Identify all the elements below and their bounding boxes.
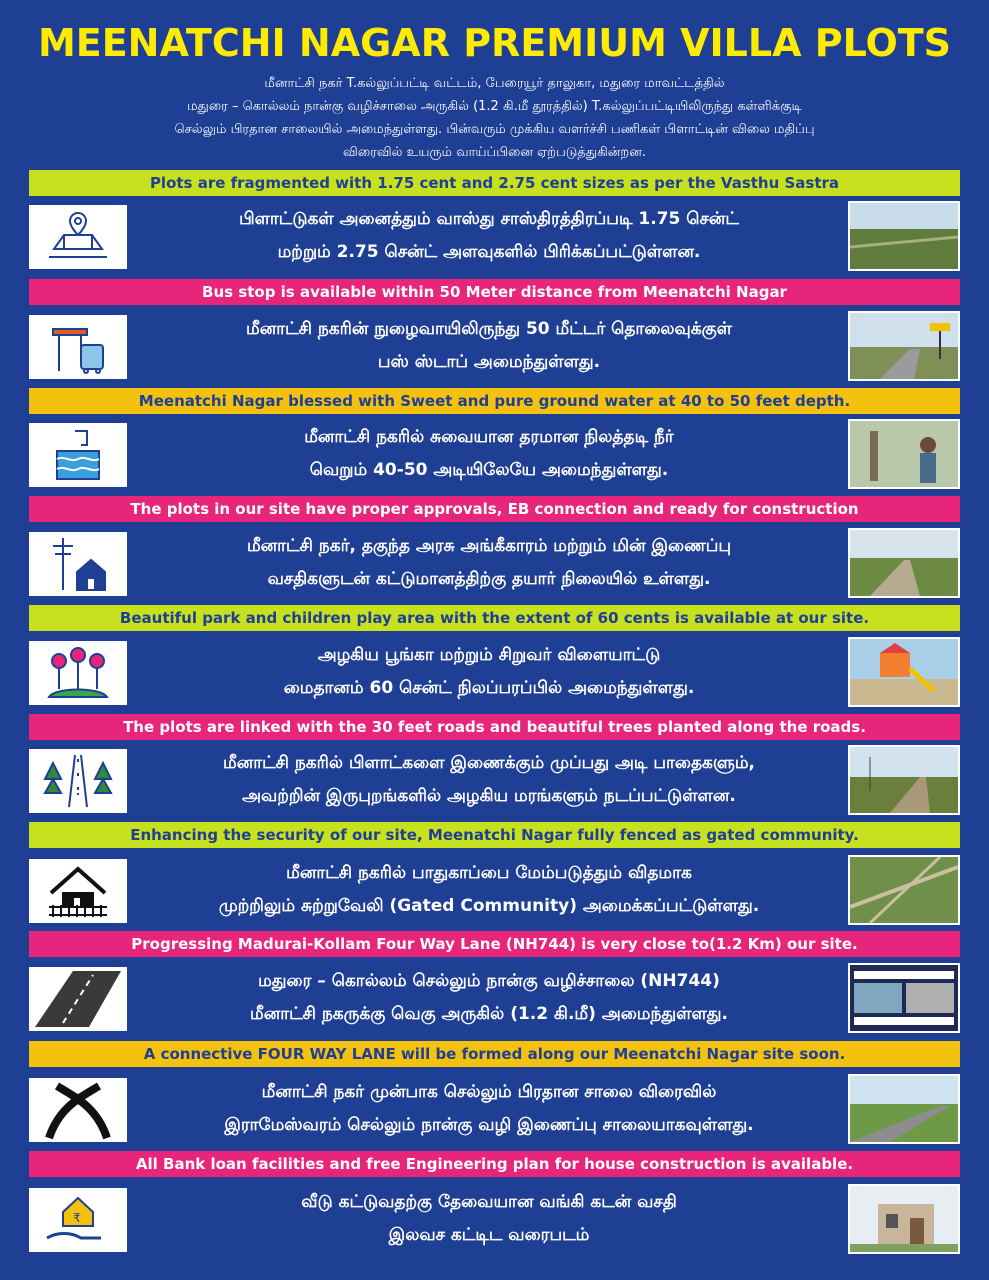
feature-row-park — [29, 637, 960, 712]
feature-band-highway: Progressing Madurai-Kollam Four Way Lane (NH744) is very close to(1.2 Km) our site. — [29, 931, 960, 957]
borewell-photo — [848, 419, 960, 489]
rupee-house-hand-icon — [29, 1188, 127, 1252]
feature-line-1: மதுரை – கொல்லம் செல்லும் நான்கு வழிச்சாலை (NH744) — [258, 971, 720, 991]
feature-band-roads: The plots are linked with the 30 feet roads and beautiful trees planted along the roads. — [29, 714, 960, 740]
intro-line: மதுரை – கொல்லம் நான்கு வழிச்சாலை அருகில் (1.2 கி.மீ தூரத்தில்) T.கல்லுப்பட்டியிலிருந்து கள்ளிக்குடி — [187, 99, 802, 114]
feature-line-1: அழகிய பூங்கா மற்றும் சிறுவர் விளையாட்டு — [317, 645, 661, 665]
feature-line-2: மீனாட்சி நகருக்கு வெகு அருகில் (1.2 கி.மீ) அமைந்துள்ளது. — [249, 1004, 729, 1024]
feature-band-bank-loan: All Bank loan facilities and free Engineering plan for house construction is available. — [29, 1151, 960, 1177]
feature-line-1: மீனாட்சி நகரின் நுழைவாயிலிருந்து 50 மீட்டர் தொலைவுக்குள் — [245, 319, 733, 339]
feature-band-four-way-lane: A connective FOUR WAY LANE will be formed along our Meenatchi Nagar site soon. — [29, 1041, 960, 1067]
water-tap-icon — [29, 423, 127, 487]
feature-line-2: வசதிகளுடன் கட்டுமானத்திற்கு தயார் நிலையில் உள்ளது. — [267, 569, 711, 589]
feature-row-bank-loan — [29, 1184, 960, 1259]
feature-text — [139, 1186, 839, 1252]
plot-location-icon — [29, 205, 127, 269]
feature-text — [139, 203, 839, 269]
feature-row-roads — [29, 745, 960, 820]
road-sign-photo — [848, 311, 960, 381]
site-road-photo — [848, 528, 960, 598]
playground-photo — [848, 637, 960, 707]
feature-line-2: பஸ் ஸ்டாப் அமைந்துள்ளது. — [377, 352, 601, 372]
feature-line-1: வீடு கட்டுவதற்கு தேவையான வங்கி கடன் வசதி — [301, 1192, 677, 1212]
feature-row-bus-stop — [29, 311, 960, 386]
feature-line-1: பிளாட்டுகள் அனைத்தும் வாஸ்து சாஸ்திரத்திரப்படி 1.75 சென்ட் — [239, 209, 739, 229]
aerial-site-photo — [848, 855, 960, 925]
feature-text — [139, 421, 839, 487]
feature-band-vasthu: Plots are fragmented with 1.75 cent and 2.75 cent sizes as per the Vasthu Sastra — [29, 170, 960, 196]
svg-text:₹: ₹ — [73, 1211, 81, 1225]
fenced-house-icon — [29, 859, 127, 923]
feature-line-2: முற்றிலும் சுற்றுவேலி (Gated Community) அமைக்கப்பட்டுள்ளது. — [218, 896, 760, 916]
feature-band-approvals: The plots in our site have proper approvals, EB connection and ready for construction — [29, 496, 960, 522]
tree-lined-road-photo — [848, 745, 960, 815]
plots-field-photo — [848, 201, 960, 271]
feature-text — [139, 857, 839, 923]
intro-paragraph — [60, 72, 929, 164]
feature-band-ground-water: Meenatchi Nagar blessed with Sweet and pure ground water at 40 to 50 feet depth. — [29, 388, 960, 414]
feature-text — [139, 530, 839, 596]
feature-row-ground-water — [29, 419, 960, 494]
power-house-icon — [29, 532, 127, 596]
intro-line: விரைவில் உயரும் வாய்ப்பினை ஏற்படுத்துகின்றன. — [343, 145, 646, 160]
bus-stop-icon — [29, 315, 127, 379]
road-junction-icon — [29, 1078, 127, 1142]
feature-text — [139, 639, 839, 705]
feature-line-1: மீனாட்சி நகரில் பாதுகாப்பை மேம்படுத்தும் விதமாக — [286, 863, 692, 883]
feature-row-security — [29, 855, 960, 930]
feature-line-2: வெறும் 40-50 அடியிலேயே அமைந்துள்ளது. — [309, 460, 669, 480]
highway-icon — [29, 967, 127, 1031]
four-lane-photo — [848, 1074, 960, 1144]
feature-line-1: மீனாட்சி நகரில் பிளாட்களை இணைக்கும் முப்பது அடி பாதைகளும், — [223, 753, 755, 773]
feature-row-approvals — [29, 528, 960, 603]
feature-text — [139, 313, 839, 379]
feature-text — [139, 965, 839, 1031]
feature-line-2: இராமேஸ்வரம் செல்லும் நான்கு வழி இணைப்பு சாலையாகவுள்ளது. — [224, 1115, 754, 1135]
feature-text — [139, 1076, 839, 1142]
feature-text — [139, 747, 839, 813]
flowers-icon — [29, 641, 127, 705]
feature-line-2: அவற்றின் இருபுறங்களில் அழகிய மரங்களும் நடப்பட்டுள்ளன. — [242, 786, 736, 806]
house-render-photo — [848, 1184, 960, 1254]
highway-project-photo — [848, 963, 960, 1033]
intro-line: செல்லும் பிரதான சாலையில் அமைந்துள்ளது. பின்வரும் முக்கிய வளர்ச்சி பணிகள் பிளாட்டின் விலை மதிப்பு — [174, 122, 815, 137]
feature-band-park: Beautiful park and children play area with the extent of 60 cents is available at our site. — [29, 605, 960, 631]
feature-row-highway — [29, 963, 960, 1038]
feature-row-four-way-lane — [29, 1074, 960, 1149]
feature-line-1: மீனாட்சி நகரில் சுவையான தரமான நிலத்தடி நீர் — [304, 427, 674, 447]
page-title: MEENATCHI NAGAR PREMIUM VILLA PLOTS — [37, 21, 952, 65]
feature-band-bus-stop: Bus stop is available within 50 Meter distance from Meenatchi Nagar — [29, 279, 960, 305]
feature-band-security: Enhancing the security of our site, Meenatchi Nagar fully fenced as gated community. — [29, 822, 960, 848]
feature-line-2: இலவச கட்டிட வரைபடம் — [388, 1225, 590, 1245]
feature-row-vasthu — [29, 201, 960, 276]
feature-line-2: மைதானம் 60 சென்ட் நிலப்பரப்பில் அமைந்துள்ளது. — [283, 678, 695, 698]
intro-line: மீனாட்சி நகர் T.கல்லுப்பட்டி வட்டம், பேரையூர் தாலுகா, மதுரை மாவட்டத்தில் — [264, 76, 725, 91]
feature-line-1: மீனாட்சி நகர், தகுந்த அரசு அங்கீகாரம் மற்றும் மின் இணைப்பு — [246, 536, 732, 556]
feature-line-2: மற்றும் 2.75 சென்ட் அளவுகளில் பிரிக்கப்பட்டுள்ளன. — [277, 242, 701, 262]
tree-road-icon — [29, 749, 127, 813]
feature-line-1: மீனாட்சி நகர் முன்பாக செல்லும் பிரதான சாலை விரைவில் — [261, 1082, 717, 1102]
